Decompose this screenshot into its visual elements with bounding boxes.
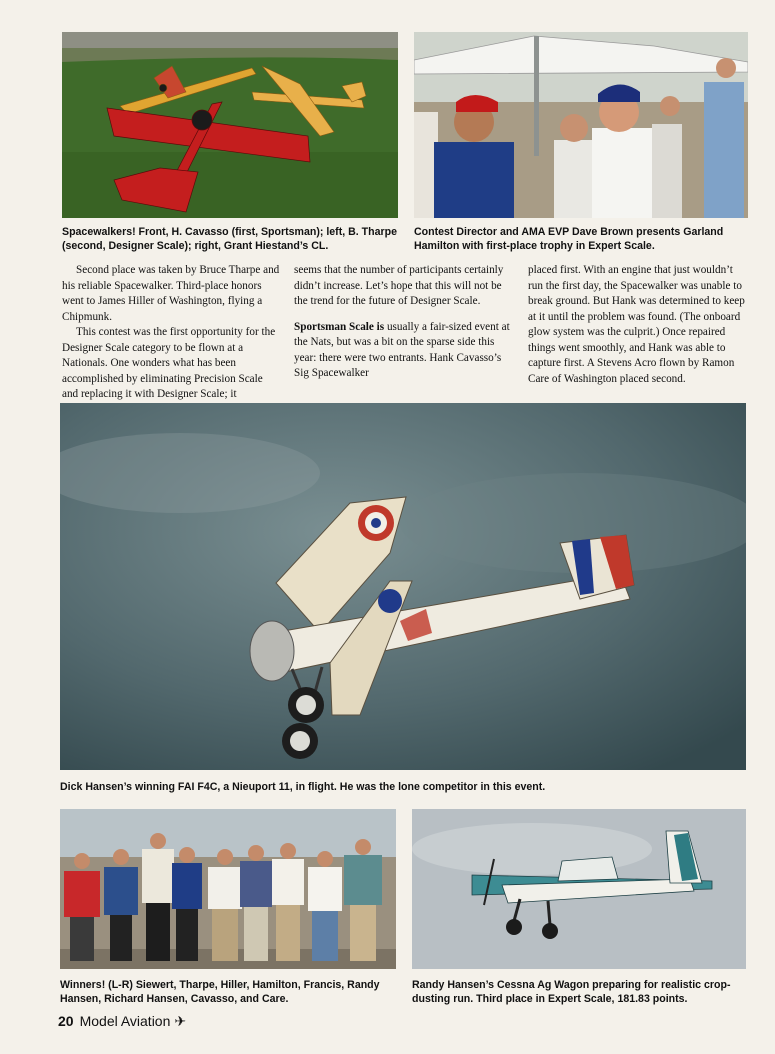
page-footer: [58, 1013, 186, 1030]
caption-winners: Winners! (L-R) Siewert, Tharpe, Hiller, Hamilton, Francis, Randy Hansen, Richard Hansen, Cavasso, and Care.: [60, 979, 380, 1005]
winners-illustration: [60, 809, 396, 969]
photo-trophy: [414, 32, 748, 218]
paragraph: placed first. With an engine that just wouldn’t run the first day, the Spacewalker was unable to break ground. But Hank was determined to keep at it until the problem was found. (The onboard glow system was the culprit.) Once repaired things went smoothly, and Hank was able to capture first. A Stevens Acro flown by Ramon Care of Washington placed second.: [528, 264, 745, 385]
photo-nieuport: [60, 403, 746, 770]
article-column-2: [294, 263, 516, 382]
page-number: 20: [58, 1013, 74, 1029]
caption-nieuport: Dick Hansen’s winning FAI F4C, a Nieuport 11, in flight. He was the lone competitor in this event.: [60, 781, 546, 793]
trophy-illustration: [414, 32, 748, 218]
airplane-icon: ✈: [174, 1013, 187, 1029]
photo-winners: [60, 809, 396, 969]
paragraph: Second place was taken by Bruce Tharpe and his reliable Spacewalker. Third-place honors went to James Hiller of Washington, flying a Chipmunk.: [62, 264, 280, 323]
cessna-illustration: [412, 809, 746, 969]
nieuport-illustration: [60, 403, 746, 770]
paragraph: This contest was the first opportunity for the Designer Scale category to be flown at a Nationals. One wonders what has been accomplished by eliminating Precision Scale and replacing it with Designer Scale; it: [62, 326, 276, 400]
photo-spacewalkers: [62, 32, 398, 218]
caption-cessna: Randy Hansen’s Cessna Ag Wagon preparing for realistic crop-dusting run. Third place in Expert Scale, 181.83 points.: [412, 979, 731, 1005]
paragraph-text: usually a fair-sized event at the Nats, but was a bit on the sparse side this year: there were two entrants. Hank Cavasso’s Sig Spacewalker: [294, 320, 510, 379]
caption-spacewalkers: Spacewalkers! Front, H. Cavasso (first, Sportsman); left, B. Tharpe (second, Designer Scale); right, Grant Hiestand’s CL.: [62, 226, 397, 252]
article-column-1: [62, 263, 280, 403]
spacewalkers-illustration: [62, 32, 398, 218]
paragraph: seems that the number of participants certainly didn’t increase. Let’s hope that this will not be the trend for the future of Designer Scale.: [294, 264, 504, 307]
subheading-sportsman-scale: Sportsman Scale is: [294, 320, 385, 333]
caption-trophy: Contest Director and AMA EVP Dave Brown presents Garland Hamilton with first-place trophy in Expert Scale.: [414, 226, 724, 252]
paragraph: [294, 320, 516, 382]
magazine-name: Model Aviation: [79, 1013, 171, 1029]
article-column-3: [528, 263, 750, 387]
photo-cessna: [412, 809, 746, 969]
